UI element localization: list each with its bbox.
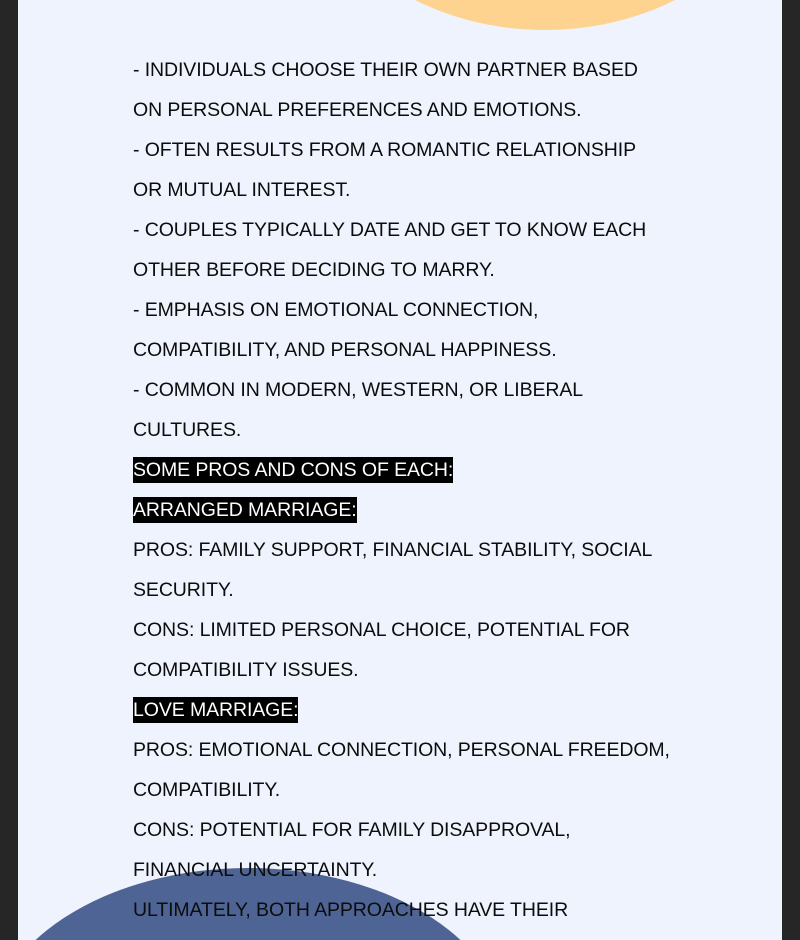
line-text: COMPATIBILITY ISSUES. [133, 659, 359, 681]
decorative-top-circle [310, 0, 780, 30]
document-page [18, 0, 782, 940]
line-text: PROS: EMOTIONAL CONNECTION, PERSONAL FREEDOM, [133, 739, 670, 761]
highlighted-heading: ARRANGED MARRIAGE: [133, 499, 357, 521]
text-line [133, 730, 693, 770]
highlighted-heading-line [133, 690, 693, 730]
line-text: ON PERSONAL PREFERENCES AND EMOTIONS. [133, 99, 582, 121]
line-text: FINANCIAL UNCERTAINTY. [133, 859, 378, 881]
highlighted-heading: LOVE MARRIAGE: [133, 699, 299, 721]
text-line [133, 650, 693, 690]
text-line [133, 890, 693, 930]
text-line [133, 170, 693, 210]
line-text: COMPATIBILITY, AND PERSONAL HAPPINESS. [133, 339, 557, 361]
line-text: PROS: FAMILY SUPPORT, FINANCIAL STABILITY, SOCIAL [133, 539, 653, 561]
line-text: - COUPLES TYPICALLY DATE AND GET TO KNOW EACH [133, 219, 647, 241]
line-text: COMPATIBILITY. [133, 779, 281, 801]
line-text: - INDIVIDUALS CHOOSE THEIR OWN PARTNER BASED [133, 59, 638, 81]
text-line [133, 570, 693, 610]
line-text: SECURITY. [133, 579, 234, 601]
text-line [133, 210, 693, 250]
line-text: - EMPHASIS ON EMOTIONAL CONNECTION, [133, 299, 539, 321]
text-line [133, 810, 693, 850]
text-line [133, 770, 693, 810]
line-text: - COMMON IN MODERN, WESTERN, OR LIBERAL [133, 379, 584, 401]
document-text [133, 50, 693, 930]
text-line [133, 610, 693, 650]
highlighted-heading: SOME PROS AND CONS OF EACH: [133, 459, 454, 481]
text-line [133, 50, 693, 90]
text-line [133, 250, 693, 290]
text-line [133, 290, 693, 330]
line-text: CONS: LIMITED PERSONAL CHOICE, POTENTIAL FOR [133, 619, 630, 641]
line-text: OR MUTUAL INTEREST. [133, 179, 351, 201]
text-line [133, 410, 693, 450]
text-line [133, 130, 693, 170]
line-text: ULTIMATELY, BOTH APPROACHES HAVE THEIR [133, 899, 569, 921]
line-text: CULTURES. [133, 419, 242, 441]
text-line [133, 330, 693, 370]
text-line [133, 90, 693, 130]
highlighted-heading-line [133, 490, 693, 530]
line-text: CONS: POTENTIAL FOR FAMILY DISAPPROVAL, [133, 819, 571, 841]
text-line [133, 850, 693, 890]
line-text: - OFTEN RESULTS FROM A ROMANTIC RELATIONSHIP [133, 139, 637, 161]
text-line [133, 530, 693, 570]
text-line [133, 370, 693, 410]
line-text: OTHER BEFORE DECIDING TO MARRY. [133, 259, 495, 281]
highlighted-heading-line [133, 450, 693, 490]
